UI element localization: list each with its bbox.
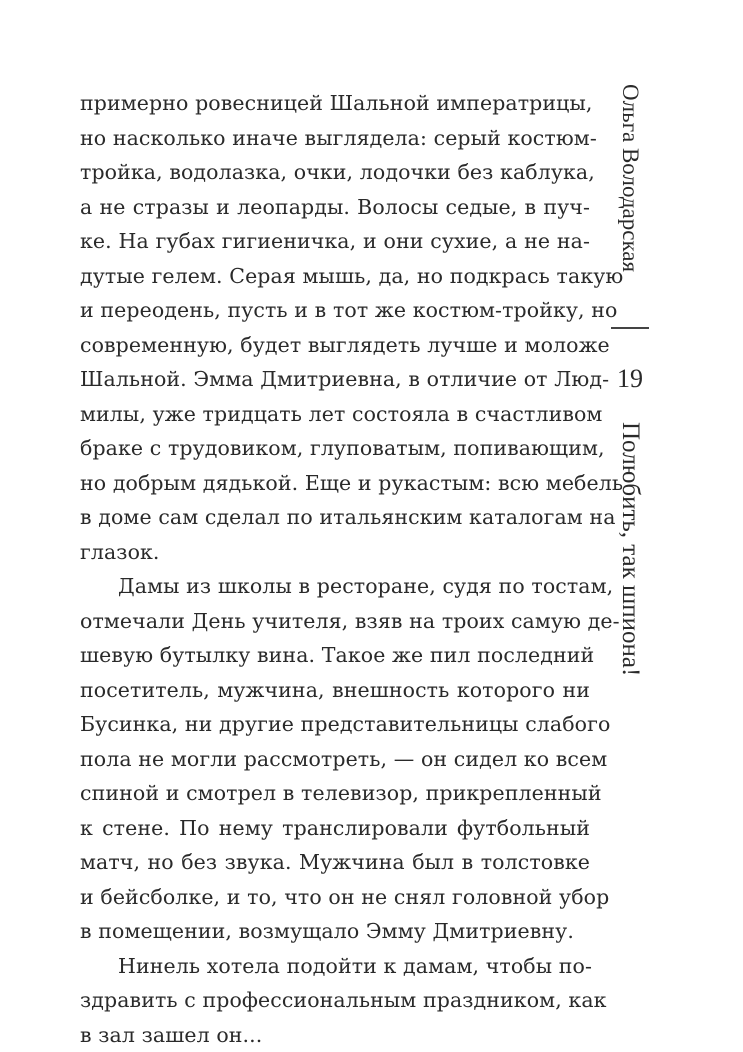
text-line: браке с трудовиком, глуповатым, попивающим,: [80, 431, 590, 466]
page-number: 19: [606, 364, 654, 394]
text-line: и бейсболке, и то, что он не снял головной убор: [80, 880, 590, 915]
text-line: шевую бутылку вина. Такое же пил последний: [80, 638, 590, 673]
text-line: в доме сам сделал по итальянским каталогам на: [80, 500, 590, 535]
text-line: здравить с профессиональным праздником, как: [80, 983, 590, 1018]
text-line: но насколько иначе выглядела: серый костюм-: [80, 121, 590, 156]
header-separator: [611, 327, 649, 329]
text-line: милы, уже тридцать лет состояла в счастливом: [80, 397, 590, 432]
text-line: современную, будет выглядеть лучше и моложе: [80, 328, 590, 363]
text-line: посетитель, мужчина, внешность которого ни: [80, 673, 590, 708]
text-line: Нинель хотела подойти к дамам, чтобы по-: [80, 949, 590, 984]
text-line: к стене. По нему транслировали футбольный: [80, 811, 590, 846]
text-line: и переодень, пусть и в тот же костюм-тройку, но: [80, 293, 590, 328]
text-line: примерно ровесницей Шальной императрицы,: [80, 86, 590, 121]
text-line: тройка, водолазка, очки, лодочки без каблука,: [80, 155, 590, 190]
running-header-author: Ольга Володарская: [614, 84, 646, 272]
text-line: глазок.: [80, 535, 590, 570]
text-line: Дамы из школы в ресторане, судя по тостам,: [80, 569, 590, 604]
text-line: но добрым дядькой. Еще и рукастым: всю мебель: [80, 466, 590, 501]
text-line: ке. На губах гигиеничка, и они сухие, а не на-: [80, 224, 590, 259]
text-line: в зал зашел он...: [80, 1018, 590, 1052]
text-line: Бусинка, ни другие представительницы слабого: [80, 707, 590, 742]
text-line: матч, но без звука. Мужчина был в толстовке: [80, 845, 590, 880]
text-line: отмечали День учителя, взяв на троих самую де-: [80, 604, 590, 639]
text-line: пола не могли рассмотреть, — он сидел ко всем: [80, 742, 590, 777]
text-line: дутые гелем. Серая мышь, да, но подкрась такую: [80, 259, 590, 294]
text-line: спиной и смотрел в телевизор, прикрепленный: [80, 776, 590, 811]
text-line: в помещении, возмущало Эмму Дмитриевну.: [80, 914, 590, 949]
body-text: [80, 86, 590, 1052]
text-line: Шальной. Эмма Дмитриевна, в отличие от Люд-: [80, 362, 590, 397]
running-header-book-title: Полюбить, так шпиона!: [614, 422, 646, 676]
text-line: а не стразы и леопарды. Волосы седые, в пуч-: [80, 190, 590, 225]
